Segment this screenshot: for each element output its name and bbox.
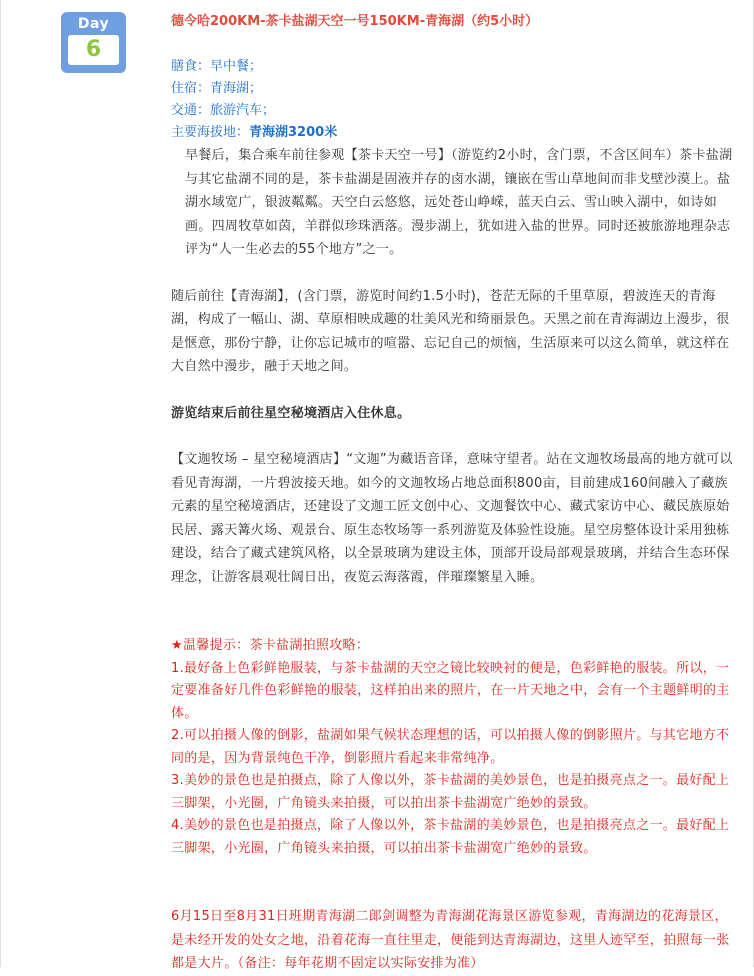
stay-row — [171, 78, 736, 100]
meals-label: 膳食： — [171, 59, 211, 74]
day-number: 6 — [68, 35, 119, 65]
day-badge — [61, 12, 126, 73]
meals-value: 早中餐； — [210, 59, 263, 74]
paragraph-hotel-intro: 【文迦牧场 – 星空秘境酒店】“文迦”为藏语音译，意味守望者。站在文迦牧场最高的地方就可以看见青海湖，一片碧波接天地。如今的文迦牧场占地总面积800亩，目前建成160间融入了藏族元素的星空秘境酒店，还建设了文迦工匠文创中心、文迦餐饮中心、藏式家访中心、藏民族原始民居、露天篝火场、观景台、原生态牧场等一系列游览及体验性设施。星空房整体设计采用独栋建设，结合了藏式建筑风格，以全景玻璃为建设主体，顶部开设局部观景玻璃，并结合生态环保理念，让游客晨观壮阔日出，夜览云海落霞，伴璀璨繁星入睡。 — [171, 452, 733, 585]
stay-label: 住宿： — [171, 81, 211, 96]
meals-row — [171, 56, 736, 78]
altitude-label: 主要海拔地： — [171, 125, 250, 140]
info-block — [171, 56, 736, 144]
tip-item: 3.美妙的景色也是拍摄点，除了人像以外，茶卡盐湖的美妙景色，也是拍摄亮点之一。最好配上三脚架，小光圈，广角镜头来拍摄，可以拍出茶卡盐湖宽广绝妙的景致。 — [171, 773, 730, 811]
stay-value: 青海湖； — [210, 81, 263, 96]
paragraph-qinghai-lake: 随后前往【青海湖】，(含门票，游览时间约1.5小时)，苍茫无际的千里草原，碧波连天的青海湖，构成了一幅山、湖、草原相映成趣的壮美风光和绮丽景色。天黑之前在青海湖边上漫步，很是惬意，那份宁静，让你忘记城市的喧嚣、忘记自己的烦恼，生活原来可以这么简单，就这样在大自然中漫步，融于天地之间。 — [171, 288, 730, 374]
final-note: 6月15日至8月31日班期青海湖二郎剑调整为青海湖花海景区游览参观，青海湖边的花海景区，是未经开发的处女之地，沿着花海一直往里走，便能到达青海湖边，这里人迹罕至，拍照每一张都是大片。（备注：每年花期不固定以实际安排为准） — [171, 909, 730, 971]
paragraph-hotel-checkin: 游览结束后前往星空秘境酒店入住休息。 — [171, 405, 411, 421]
tips-section — [171, 635, 736, 860]
tip-item: 1.最好备上色彩鲜艳服装，与茶卡盐湖的天空之镜比较映衬的便是，色彩鲜艳的服装。所以，一定要准备好几件色彩鲜艳的服装，这样拍出来的照片，在一片天地之中，会有一个主题鲜明的主体。 — [171, 660, 730, 721]
tip-item: 2.可以拍摄人像的倒影，盐湖如果气候状态理想的话，可以拍摄人像的倒影照片。与其它地方不同的是，因为背景纯色干净，倒影照片看起来非常纯净。 — [171, 728, 730, 766]
day-title: 德令哈200KM-茶卡盐湖天空一号150KM-青海湖（约5小时） — [171, 14, 539, 29]
altitude-value: 青海湖3200米 — [249, 125, 338, 140]
transport-row — [171, 100, 736, 122]
altitude-row — [171, 122, 736, 144]
itinerary-content — [171, 10, 736, 976]
day-label: Day — [77, 16, 110, 32]
transport-value: 旅游汽车； — [210, 103, 276, 118]
final-note-section — [171, 905, 736, 976]
paragraph-tea-card: 早餐后，集合乘车前往参观【茶卡天空一号】（游览约2小时，含门票，不含区间车）茶卡盐湖与其它盐湖不同的是，茶卡盐湖是固液并存的卤水湖，镶嵌在雪山草地间而非戈壁沙漠上。盐湖水域宽广，银波粼粼。天空白云悠悠，远处苍山峥嵘，蓝天白云、雪山映入湖中，如诗如画。四周牧草如茵，羊群似珍珠洒落。漫步湖上，犹如进入盐的世界。同时还被旅游地理杂志评为“人一生必去的55个地方”之一。 — [185, 148, 733, 257]
transport-label: 交通： — [171, 103, 211, 118]
tips-heading: ★温馨提示：茶卡盐湖拍照攻略： — [171, 638, 370, 653]
tip-item: 4.美妙的景色也是拍摄点，除了人像以外，茶卡盐湖的美妙景色，也是拍摄亮点之一。最好配上三脚架，小光圈，广角镜头来拍摄，可以拍出茶卡盐湖宽广绝妙的景致。 — [171, 818, 730, 856]
left-border — [0, 0, 1, 967]
